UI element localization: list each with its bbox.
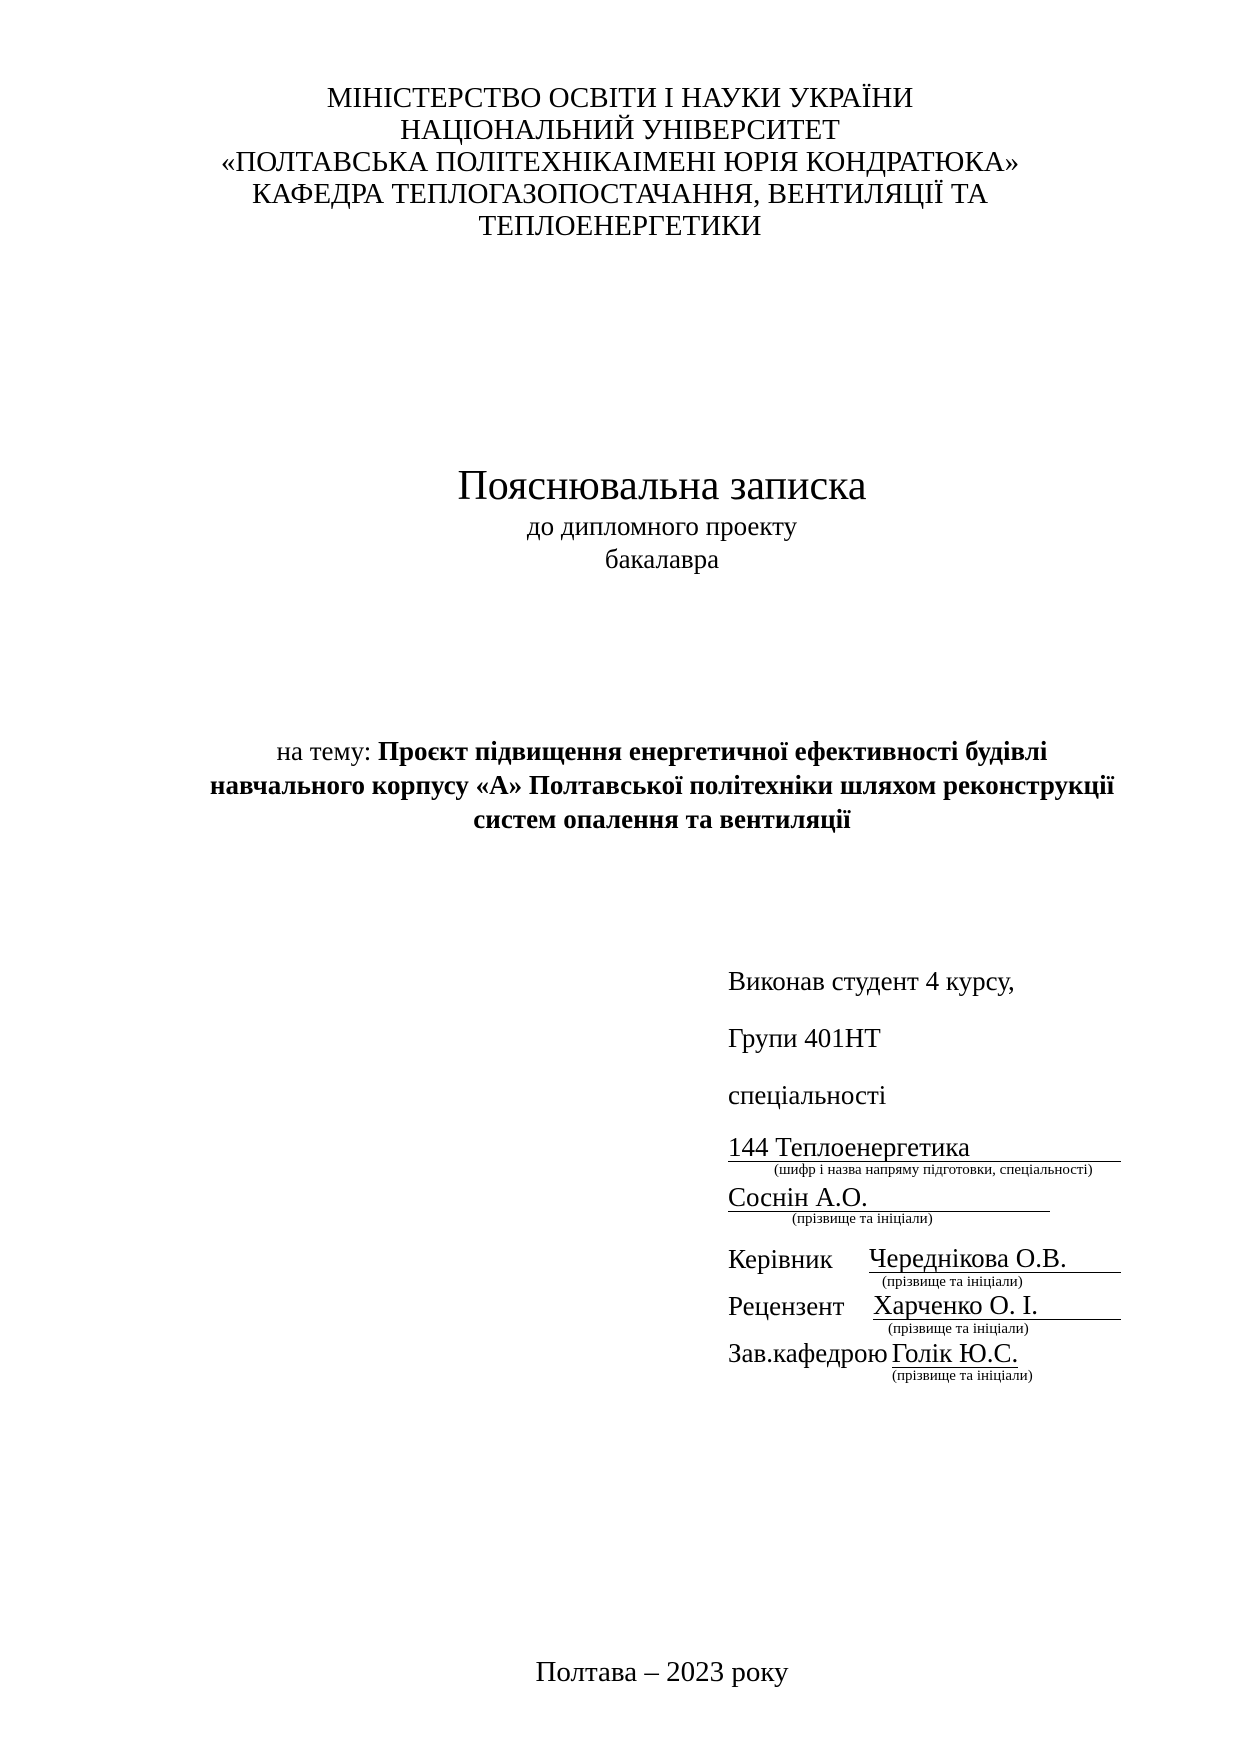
student-row: [728, 1182, 1050, 1213]
ministry-header: [0, 82, 1240, 242]
head-caption: (прізвище та ініціали): [892, 1368, 1033, 1384]
theme-text-2: навчального корпусу «А» Полтавської політехніки шляхом реконструкції: [209, 770, 1115, 800]
theme-text-3: систем опалення та вентиляції: [473, 804, 851, 834]
university-line: НАЦІОНАЛЬНИЙ УНІВЕРСИТЕТ: [400, 114, 840, 146]
document-title-block: [0, 462, 1240, 576]
specialty-row: [728, 1132, 1121, 1163]
thesis-theme: [0, 734, 1240, 836]
city-year: Полтава – 2023 року: [535, 1656, 789, 1688]
reviewer-label: Рецензент: [728, 1291, 845, 1321]
reviewer-row: [728, 1290, 1039, 1322]
ministry-line: МІНІСТЕРСТВО ОСВІТИ І НАУКИ УКРАЇНИ: [326, 82, 914, 114]
document-title: Пояснювальна записка: [457, 463, 867, 509]
theme-prefix: на тему:: [276, 736, 378, 766]
theme-line-2: [0, 768, 1240, 802]
degree-level: бакалавра: [604, 544, 720, 574]
specialty-caption: (шифр і назва напряму підготовки, спеціальності): [774, 1162, 1093, 1178]
specialty-value: 144 Теплоенергетика: [728, 1133, 1121, 1162]
reviewer-caption: (прізвище та ініціали): [888, 1321, 1029, 1337]
group: Групи 401НТ: [728, 1023, 881, 1053]
supervisor-row: [728, 1243, 1067, 1275]
theme-line-3: [0, 802, 1240, 836]
university-name-line: «ПОЛТАВСЬКА ПОЛІТЕХНІКАІМЕНІ ЮРІЯ КОНДРАТЮКА»: [220, 146, 1020, 178]
theme-text-1: Проєкт підвищення енергетичної ефективності будівлі: [378, 736, 1048, 766]
student-name: Соснін А.О.: [728, 1183, 1050, 1212]
theme-line-1: [0, 734, 1240, 768]
document-subtitle: до дипломного проекту: [526, 511, 798, 541]
head-label: Зав.кафедрою: [728, 1338, 888, 1368]
head-row: [728, 1338, 1018, 1369]
performed-by: Виконав студент 4 курсу,: [728, 966, 1015, 996]
specialty-label: спеціальності: [728, 1080, 887, 1110]
supervisor-label: Керівник: [728, 1244, 833, 1274]
department-line-2: ТЕПЛОЕНЕРГЕТИКИ: [478, 210, 762, 242]
supervisor-name: Череднікова О.В.: [869, 1244, 1121, 1273]
head-name: Голік Ю.С.: [891, 1338, 1019, 1368]
student-caption: (прізвище та ініціали): [792, 1211, 933, 1227]
supervisor-caption: (прізвище та ініціали): [882, 1274, 1023, 1290]
reviewer-name: Харченко О. І.: [873, 1291, 1121, 1320]
department-line: КАФЕДРА ТЕПЛОГАЗОПОСТАЧАННЯ, ВЕНТИЛЯЦІЇ ТА: [251, 178, 989, 210]
